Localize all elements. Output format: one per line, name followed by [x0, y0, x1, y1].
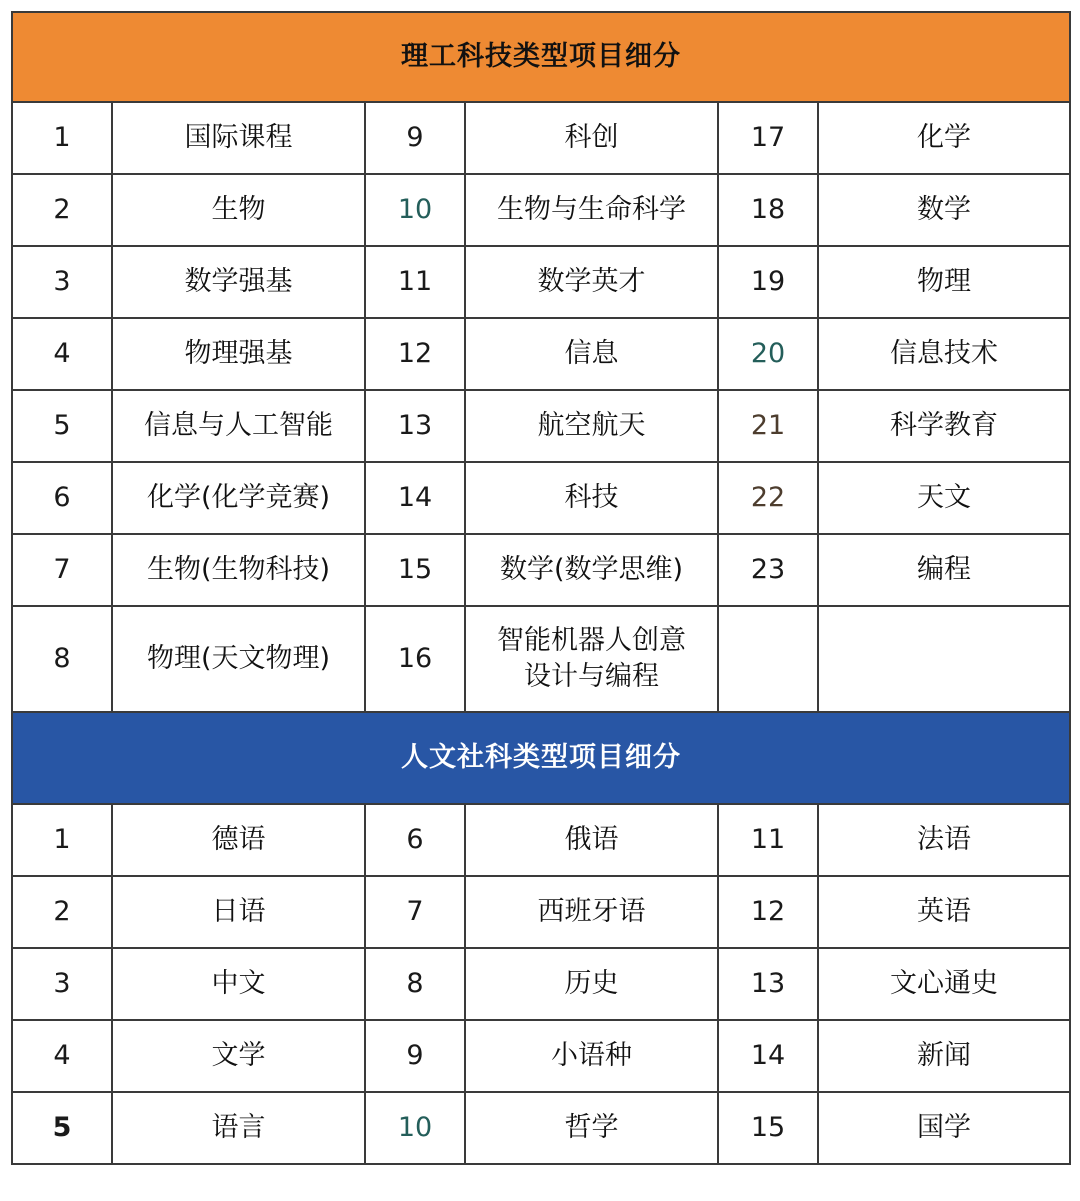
item-label: 信息技术: [818, 318, 1070, 390]
item-number: 12: [365, 318, 465, 390]
item-label: 数学英才: [465, 246, 718, 318]
item-label: 化学(化学竞赛): [112, 462, 365, 534]
table-row: [12, 246, 1070, 318]
item-number: 1: [12, 804, 112, 876]
item-number: 1: [12, 102, 112, 174]
item-number: 12: [718, 876, 818, 948]
item-number: 7: [12, 534, 112, 606]
table-row: [12, 534, 1070, 606]
item-number: 6: [365, 804, 465, 876]
item-label: 科技: [465, 462, 718, 534]
item-label: 数学: [818, 174, 1070, 246]
table-row: [12, 804, 1070, 876]
item-label: 天文: [818, 462, 1070, 534]
item-label: 智能机器人创意设计与编程: [465, 606, 718, 712]
item-label: 化学: [818, 102, 1070, 174]
item-label: 法语: [818, 804, 1070, 876]
item-label: 科学教育: [818, 390, 1070, 462]
item-number: 13: [718, 948, 818, 1020]
item-label: 国际课程: [112, 102, 365, 174]
item-label: 航空航天: [465, 390, 718, 462]
item-number: 3: [12, 246, 112, 318]
item-number: 17: [718, 102, 818, 174]
humanities-section-title: 人文社科类型项目细分: [12, 712, 1070, 804]
item-number: 15: [718, 1092, 818, 1164]
item-label: 编程: [818, 534, 1070, 606]
item-number: 5: [12, 390, 112, 462]
item-label: 生物: [112, 174, 365, 246]
item-label: 日语: [112, 876, 365, 948]
item-label: 科创: [465, 102, 718, 174]
item-label: 德语: [112, 804, 365, 876]
item-label: [818, 606, 1070, 712]
item-number: 19: [718, 246, 818, 318]
item-label: 哲学: [465, 1092, 718, 1164]
table-row: [12, 1020, 1070, 1092]
item-number: [718, 606, 818, 712]
item-number: 5: [12, 1092, 112, 1164]
item-label: 小语种: [465, 1020, 718, 1092]
table-row: [12, 318, 1070, 390]
item-label: 信息: [465, 318, 718, 390]
table-row: [12, 174, 1070, 246]
table-row: [12, 1092, 1070, 1164]
item-number: 20: [718, 318, 818, 390]
item-number: 11: [365, 246, 465, 318]
item-number: 23: [718, 534, 818, 606]
project-categories-table: [11, 11, 1071, 1165]
item-label: 数学(数学思维): [465, 534, 718, 606]
item-label: 物理: [818, 246, 1070, 318]
item-number: 2: [12, 876, 112, 948]
science-header-row: [12, 12, 1070, 102]
item-label: 新闻: [818, 1020, 1070, 1092]
item-number: 6: [12, 462, 112, 534]
item-number: 3: [12, 948, 112, 1020]
item-number: 22: [718, 462, 818, 534]
item-label: 数学强基: [112, 246, 365, 318]
item-number: 2: [12, 174, 112, 246]
item-number: 4: [12, 318, 112, 390]
item-number: 8: [365, 948, 465, 1020]
item-label: 物理强基: [112, 318, 365, 390]
item-label: 生物(生物科技): [112, 534, 365, 606]
item-label: 英语: [818, 876, 1070, 948]
item-number: 18: [718, 174, 818, 246]
item-label: 信息与人工智能: [112, 390, 365, 462]
item-number: 8: [12, 606, 112, 712]
item-label: 历史: [465, 948, 718, 1020]
item-number: 11: [718, 804, 818, 876]
item-number: 16: [365, 606, 465, 712]
item-label: 文心通史: [818, 948, 1070, 1020]
item-label: 语言: [112, 1092, 365, 1164]
item-number: 10: [365, 1092, 465, 1164]
item-label: 生物与生命科学: [465, 174, 718, 246]
table-row: [12, 876, 1070, 948]
item-label: 文学: [112, 1020, 365, 1092]
item-label: 物理(天文物理): [112, 606, 365, 712]
item-number: 9: [365, 102, 465, 174]
item-number: 21: [718, 390, 818, 462]
item-number: 15: [365, 534, 465, 606]
item-number: 10: [365, 174, 465, 246]
table-row: [12, 462, 1070, 534]
item-label: 国学: [818, 1092, 1070, 1164]
item-number: 14: [718, 1020, 818, 1092]
table-row: [12, 948, 1070, 1020]
item-label: 中文: [112, 948, 365, 1020]
humanities-header-row: [12, 712, 1070, 804]
item-number: 13: [365, 390, 465, 462]
table-row: [12, 390, 1070, 462]
item-label: 西班牙语: [465, 876, 718, 948]
table-row: [12, 102, 1070, 174]
science-section-title: 理工科技类型项目细分: [12, 12, 1070, 102]
table-row: [12, 606, 1070, 712]
item-number: 9: [365, 1020, 465, 1092]
item-label: 俄语: [465, 804, 718, 876]
item-number: 14: [365, 462, 465, 534]
item-number: 7: [365, 876, 465, 948]
item-number: 4: [12, 1020, 112, 1092]
